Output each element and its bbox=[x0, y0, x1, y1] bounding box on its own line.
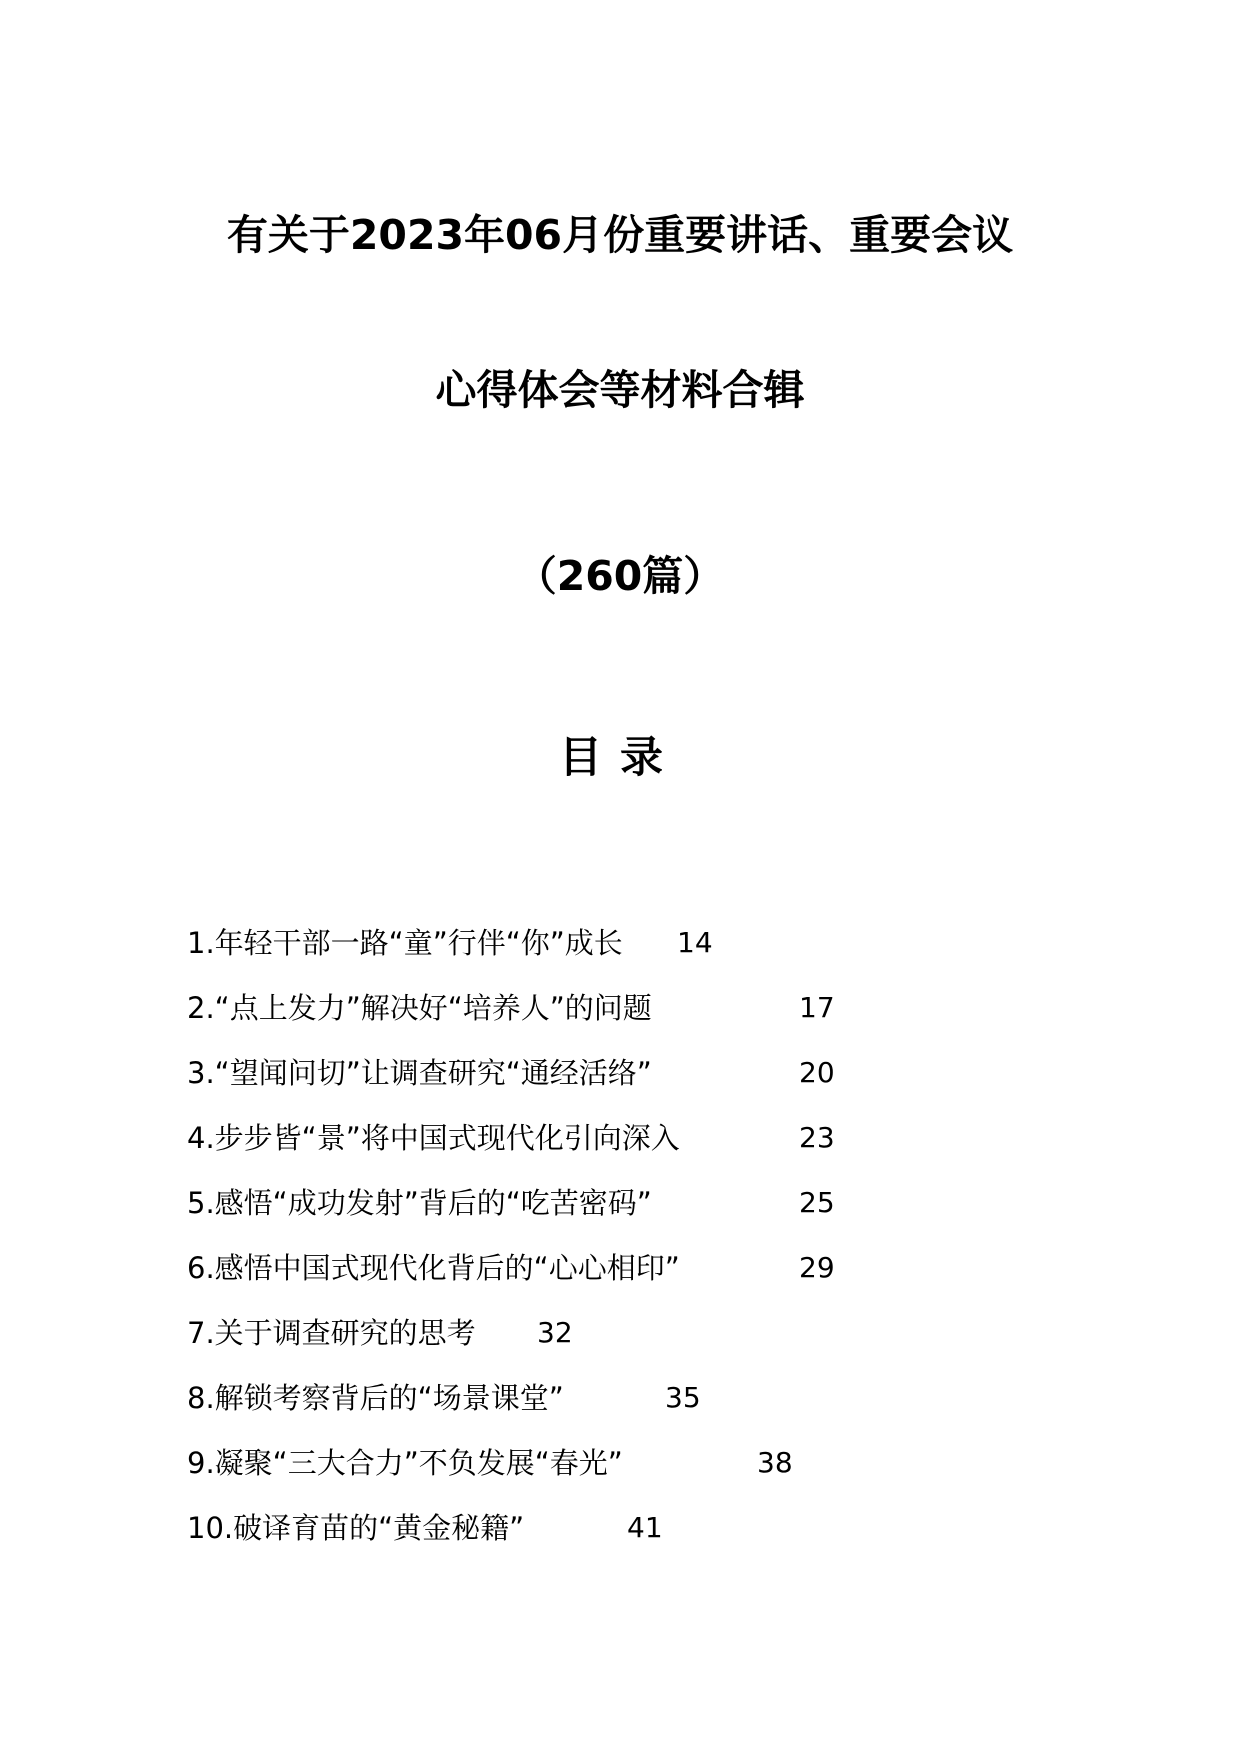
toc-entry-page: 23 bbox=[799, 1121, 835, 1154]
toc-entry-page: 17 bbox=[799, 991, 835, 1024]
toc-entry[interactable] bbox=[187, 1370, 1087, 1435]
toc-entry-title: 4.步步皆“景”将中国式现代化引向深入 bbox=[187, 1121, 680, 1155]
toc-entry-page: 35 bbox=[665, 1381, 701, 1414]
toc-entry[interactable] bbox=[187, 1110, 1087, 1175]
toc-entry[interactable] bbox=[187, 1175, 1087, 1240]
toc-entry-page: 29 bbox=[799, 1251, 835, 1284]
toc-entry[interactable] bbox=[187, 1045, 1087, 1110]
toc-entry-title: 10.破译育苗的“黄金秘籍” bbox=[187, 1511, 525, 1545]
document-title-line-1: 有关于2023年06月份重要讲话、重要会议 bbox=[226, 211, 1014, 259]
toc-entry-title: 5.感悟“成功发射”背后的“吃苦密码” bbox=[187, 1186, 652, 1220]
toc-entry-page: 14 bbox=[677, 926, 713, 959]
toc-entry-page: 38 bbox=[757, 1446, 793, 1479]
toc-entry[interactable] bbox=[187, 1500, 1087, 1565]
toc-entry-title: 6.感悟中国式现代化背后的“心心相印” bbox=[187, 1251, 680, 1285]
toc-entry-title: 2.“点上发力”解决好“培养人”的问题 bbox=[187, 991, 652, 1025]
document-title-line-2: 心得体会等材料合辑 bbox=[435, 366, 805, 414]
toc-entry[interactable] bbox=[187, 1305, 1087, 1370]
toc-entry[interactable] bbox=[187, 1240, 1087, 1305]
toc-entry-page: 20 bbox=[799, 1056, 835, 1089]
toc-heading: 目录 bbox=[559, 733, 681, 783]
toc-entry-title: 3.“望闻问切”让调查研究“通经活络” bbox=[187, 1056, 652, 1090]
table-of-contents bbox=[187, 915, 1087, 1565]
toc-entry[interactable] bbox=[187, 915, 1087, 980]
toc-entry-page: 32 bbox=[537, 1316, 573, 1349]
toc-entry-title: 9.凝聚“三大合力”不负发展“春光” bbox=[187, 1446, 623, 1480]
toc-entry-title: 1.年轻干部一路“童”行伴“你”成长 bbox=[187, 926, 623, 960]
toc-entry[interactable] bbox=[187, 980, 1087, 1045]
toc-entry-title: 8.解锁考察背后的“场景课堂” bbox=[187, 1381, 564, 1415]
toc-entry-page: 25 bbox=[799, 1186, 835, 1219]
toc-entry[interactable] bbox=[187, 1435, 1087, 1500]
toc-entry-title: 7.关于调查研究的思考 bbox=[187, 1316, 476, 1350]
toc-entry-page: 41 bbox=[627, 1511, 663, 1544]
article-count: （260篇） bbox=[515, 552, 725, 600]
